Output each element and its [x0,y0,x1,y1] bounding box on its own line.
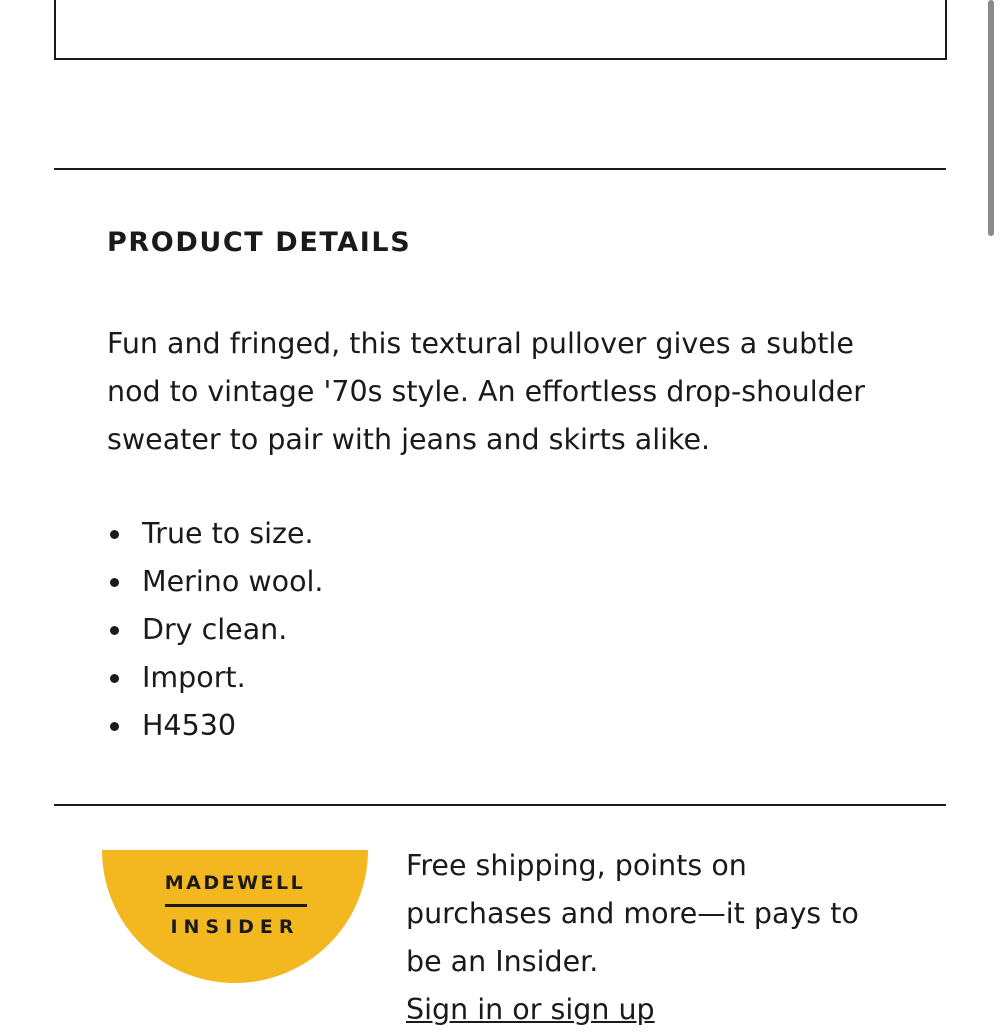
insider-promo-text: Free shipping, points on purchases and more—it pays to be an Insider. [406,849,859,978]
product-details-heading: PRODUCT DETAILS [107,227,412,258]
scrollbar-thumb[interactable] [988,0,994,236]
logo-word-madewell: MADEWELL [164,872,306,894]
list-item-text: Merino wool. [142,565,324,598]
list-item-text: Dry clean. [142,613,288,646]
list-item [107,510,323,558]
previous-section-box [54,0,947,60]
bullet-icon [110,674,119,683]
insider-sign-in-link[interactable]: Sign in or sign up [406,993,655,1026]
product-description: Fun and fringed, this textural pullover gives a subtle nod to vintage '70s style. An effortless drop-shoulder sweater to pair with jeans and skirts alike. [107,327,865,456]
logo-rule [165,904,307,907]
logo-word-insider: INSIDER [170,916,300,938]
list-item [107,702,323,750]
list-item-text: Import. [142,661,246,694]
bullet-icon [110,626,119,635]
section-divider [54,168,946,170]
list-item [107,606,323,654]
product-details-list [107,510,323,750]
section-divider [54,804,946,806]
list-item [107,558,323,606]
list-item [107,654,323,702]
bullet-icon [110,530,119,539]
bullet-icon [110,722,119,731]
list-item-text: H4530 [142,709,236,742]
madewell-insider-logo [102,850,368,983]
bullet-icon [110,578,119,587]
list-item-text: True to size. [142,517,314,550]
